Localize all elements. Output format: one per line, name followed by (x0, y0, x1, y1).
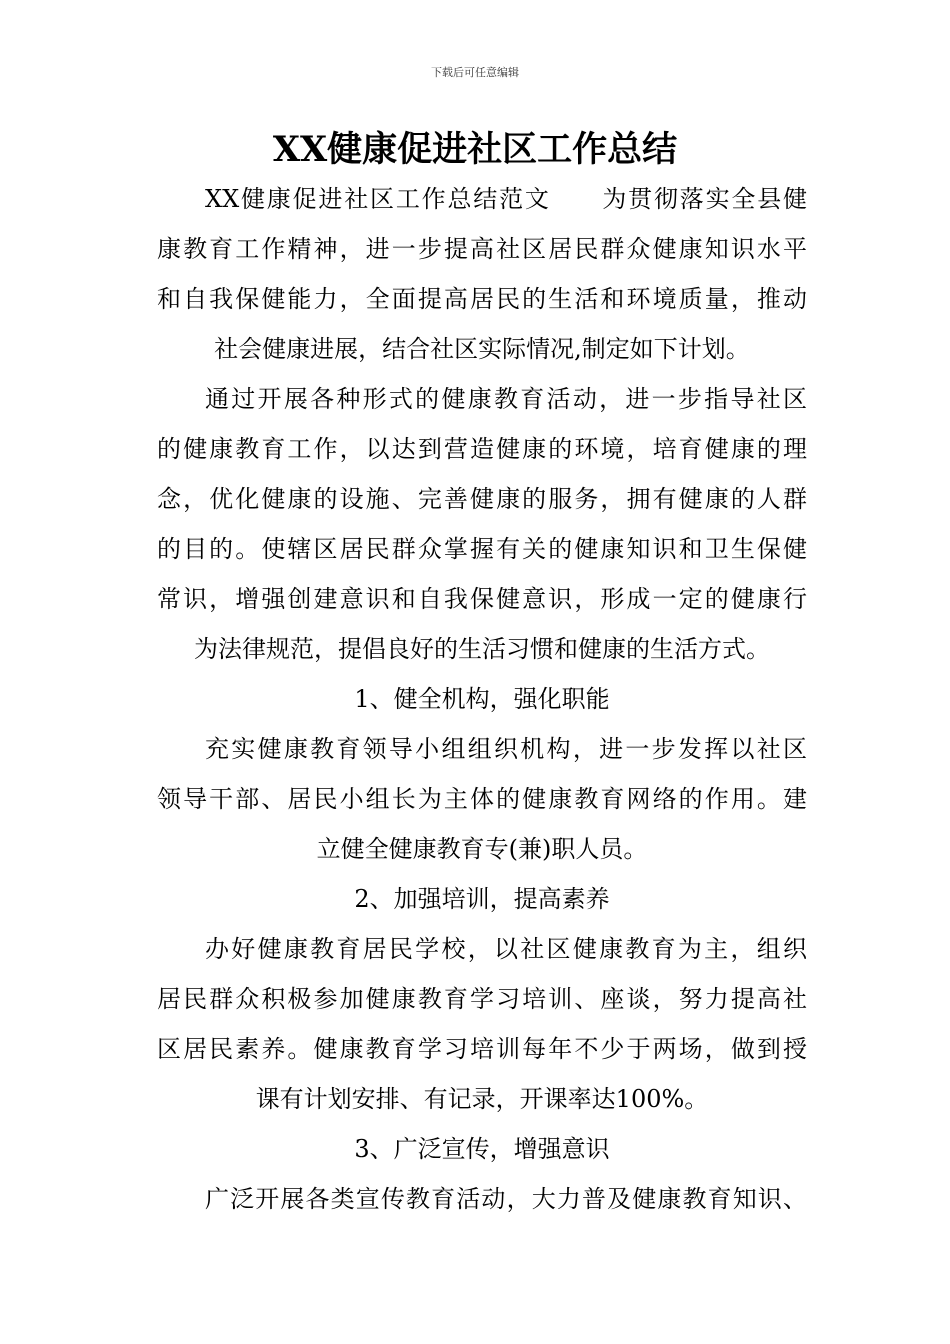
text-line: 广泛开展各类宣传教育活动，大力普及健康教育知识、 (205, 1185, 807, 1213)
header-note: 下载后可任意编辑 (431, 66, 519, 79)
text-line: 常识，增强创建意识和自我保健意识，形成一定的健康行 (157, 585, 807, 613)
document-body (157, 174, 807, 1224)
text-line: 的目的。使辖区居民群众掌握有关的健康知识和卫生保健 (157, 535, 807, 563)
text-line: 为法律规范，提倡良好的生活习惯和健康的生活方式。 (194, 635, 770, 663)
text-line: 领导干部、居民小组长为主体的健康教育网络的作用。建 (157, 785, 807, 813)
text-line: 通过开展各种形式的健康教育活动，进一步指导社区 (205, 385, 807, 413)
text-line: 区居民素养。健康教育学习培训每年不少于两场，做到授 (157, 1035, 807, 1063)
text-line: 办好健康教育居民学校，以社区健康教育为主，组织 (205, 935, 807, 963)
text-line: 的健康教育工作，以达到营造健康的环境，培育健康的理 (157, 435, 807, 463)
text-line: 康教育工作精神，进一步提高社区居民群众健康知识水平 (157, 235, 807, 263)
text-line: 1、健全机构，强化职能 (354, 685, 610, 713)
text-line: 念，优化健康的设施、完善健康的服务，拥有健康的人群 (157, 485, 807, 513)
text-line: XX健康促进社区工作总结范文 为贯彻落实全县健 (205, 185, 807, 213)
document-title: XX健康促进社区工作总结 (272, 129, 678, 170)
text-line: 和自我保健能力，全面提高居民的生活和环境质量，推动 (157, 285, 807, 313)
text-line: 3、广泛宣传，增强意识 (354, 1135, 610, 1163)
text-line: 社会健康进展，结合社区实际情况,制定如下计划。 (214, 335, 750, 363)
text-line: 居民群众积极参加健康教育学习培训、座谈，努力提高社 (157, 985, 807, 1013)
text-line: 2、加强培训，提高素养 (354, 885, 610, 913)
text-line: 充实健康教育领导小组组织机构，进一步发挥以社区 (205, 735, 807, 763)
text-line: 课有计划安排、有记录，开课率达100%。 (255, 1085, 709, 1113)
text-line: 立健全健康教育专(兼)职人员。 (316, 835, 648, 863)
